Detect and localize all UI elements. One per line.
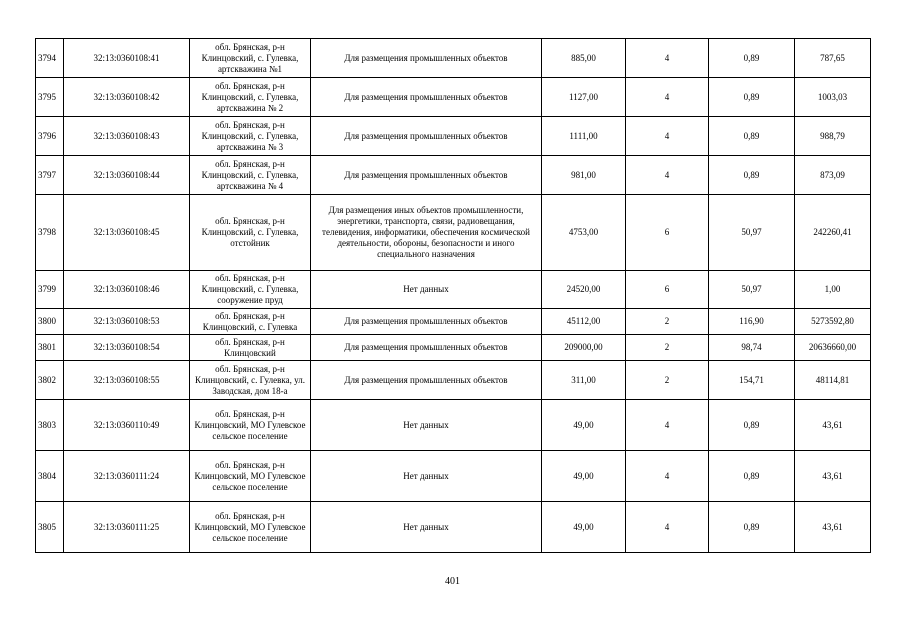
row-number-cell: 3800 bbox=[36, 309, 64, 335]
table-row bbox=[36, 117, 871, 156]
row-number-cell: 3805 bbox=[36, 502, 64, 553]
cadastral-number-cell: 32:13:0360111:24 bbox=[64, 451, 190, 502]
table-row bbox=[36, 309, 871, 335]
area-cell: 24520,00 bbox=[542, 271, 626, 309]
group-cell: 4 bbox=[626, 117, 709, 156]
specific-value-cell: 0,89 bbox=[709, 502, 795, 553]
address-cell: обл. Брянская, р-н Клинцовский, с. Гулевка, артскважина № 3 bbox=[190, 117, 311, 156]
group-cell: 2 bbox=[626, 309, 709, 335]
specific-value-cell: 0,89 bbox=[709, 78, 795, 117]
specific-value-cell: 0,89 bbox=[709, 39, 795, 78]
specific-value-cell: 0,89 bbox=[709, 400, 795, 451]
cadastral-value-cell: 43,61 bbox=[795, 502, 871, 553]
table-row bbox=[36, 271, 871, 309]
area-cell: 49,00 bbox=[542, 451, 626, 502]
specific-value-cell: 0,89 bbox=[709, 451, 795, 502]
cadastral-value-cell: 43,61 bbox=[795, 451, 871, 502]
table-row bbox=[36, 78, 871, 117]
group-cell: 4 bbox=[626, 400, 709, 451]
group-cell: 2 bbox=[626, 361, 709, 400]
permitted-use-cell: Для размещения промышленных объектов bbox=[311, 39, 542, 78]
permitted-use-cell: Нет данных bbox=[311, 400, 542, 451]
table-row bbox=[36, 156, 871, 195]
row-number-cell: 3796 bbox=[36, 117, 64, 156]
area-cell: 885,00 bbox=[542, 39, 626, 78]
address-cell: обл. Брянская, р-н Клинцовский, с. Гулевка, артскважина № 2 bbox=[190, 78, 311, 117]
area-cell: 209000,00 bbox=[542, 335, 626, 361]
cadastral-number-cell: 32:13:0360108:53 bbox=[64, 309, 190, 335]
cadastral-value-cell: 787,65 bbox=[795, 39, 871, 78]
group-cell: 4 bbox=[626, 78, 709, 117]
row-number-cell: 3804 bbox=[36, 451, 64, 502]
permitted-use-cell: Нет данных bbox=[311, 451, 542, 502]
permitted-use-cell: Для размещения промышленных объектов bbox=[311, 361, 542, 400]
specific-value-cell: 50,97 bbox=[709, 271, 795, 309]
permitted-use-cell: Нет данных bbox=[311, 502, 542, 553]
area-cell: 45112,00 bbox=[542, 309, 626, 335]
area-cell: 49,00 bbox=[542, 502, 626, 553]
cadastral-number-cell: 32:13:0360108:42 bbox=[64, 78, 190, 117]
group-cell: 4 bbox=[626, 451, 709, 502]
cadastral-number-cell: 32:13:0360108:54 bbox=[64, 335, 190, 361]
row-number-cell: 3797 bbox=[36, 156, 64, 195]
cadastral-value-cell: 20636660,00 bbox=[795, 335, 871, 361]
row-number-cell: 3802 bbox=[36, 361, 64, 400]
address-cell: обл. Брянская, р-н Клинцовский, с. Гулевка bbox=[190, 309, 311, 335]
permitted-use-cell: Нет данных bbox=[311, 271, 542, 309]
cadastral-value-cell: 242260,41 bbox=[795, 195, 871, 271]
permitted-use-cell: Для размещения промышленных объектов bbox=[311, 309, 542, 335]
cadastral-number-cell: 32:13:0360111:25 bbox=[64, 502, 190, 553]
table-row bbox=[36, 195, 871, 271]
cadastral-number-cell: 32:13:0360108:46 bbox=[64, 271, 190, 309]
cadastral-value-cell: 43,61 bbox=[795, 400, 871, 451]
cadastral-value-table bbox=[35, 38, 871, 553]
permitted-use-cell: Для размещения промышленных объектов bbox=[311, 156, 542, 195]
table-row bbox=[36, 335, 871, 361]
cadastral-number-cell: 32:13:0360108:45 bbox=[64, 195, 190, 271]
cadastral-value-cell: 1003,03 bbox=[795, 78, 871, 117]
area-cell: 49,00 bbox=[542, 400, 626, 451]
address-cell: обл. Брянская, р-н Клинцовский, с. Гулевка, ул. Заводская, дом 18-а bbox=[190, 361, 311, 400]
area-cell: 311,00 bbox=[542, 361, 626, 400]
cadastral-value-cell: 873,09 bbox=[795, 156, 871, 195]
group-cell: 4 bbox=[626, 156, 709, 195]
permitted-use-cell: Для размещения промышленных объектов bbox=[311, 78, 542, 117]
cadastral-number-cell: 32:13:0360108:55 bbox=[64, 361, 190, 400]
table-row bbox=[36, 39, 871, 78]
area-cell: 1127,00 bbox=[542, 78, 626, 117]
specific-value-cell: 50,97 bbox=[709, 195, 795, 271]
specific-value-cell: 0,89 bbox=[709, 117, 795, 156]
address-cell: обл. Брянская, р-н Клинцовский, МО Гулевское сельское поселение bbox=[190, 502, 311, 553]
cadastral-value-cell: 5273592,80 bbox=[795, 309, 871, 335]
row-number-cell: 3795 bbox=[36, 78, 64, 117]
page-number: 401 bbox=[445, 576, 460, 587]
permitted-use-cell: Для размещения промышленных объектов bbox=[311, 117, 542, 156]
table-row bbox=[36, 400, 871, 451]
group-cell: 6 bbox=[626, 271, 709, 309]
address-cell: обл. Брянская, р-н Клинцовский, с. Гулевка, отстойник bbox=[190, 195, 311, 271]
row-number-cell: 3801 bbox=[36, 335, 64, 361]
address-cell: обл. Брянская, р-н Клинцовский, с. Гулевка, артскважина № 4 bbox=[190, 156, 311, 195]
row-number-cell: 3803 bbox=[36, 400, 64, 451]
cadastral-number-cell: 32:13:0360108:43 bbox=[64, 117, 190, 156]
cadastral-number-cell: 32:13:0360108:41 bbox=[64, 39, 190, 78]
permitted-use-cell: Для размещения промышленных объектов bbox=[311, 335, 542, 361]
row-number-cell: 3794 bbox=[36, 39, 64, 78]
cadastral-value-cell: 988,79 bbox=[795, 117, 871, 156]
specific-value-cell: 0,89 bbox=[709, 156, 795, 195]
cadastral-number-cell: 32:13:0360110:49 bbox=[64, 400, 190, 451]
address-cell: обл. Брянская, р-н Клинцовский, МО Гулевское сельское поселение bbox=[190, 451, 311, 502]
group-cell: 6 bbox=[626, 195, 709, 271]
group-cell: 2 bbox=[626, 335, 709, 361]
specific-value-cell: 116,90 bbox=[709, 309, 795, 335]
cadastral-value-cell: 1,00 bbox=[795, 271, 871, 309]
group-cell: 4 bbox=[626, 39, 709, 78]
area-cell: 1111,00 bbox=[542, 117, 626, 156]
table-row bbox=[36, 502, 871, 553]
row-number-cell: 3798 bbox=[36, 195, 64, 271]
specific-value-cell: 154,71 bbox=[709, 361, 795, 400]
area-cell: 4753,00 bbox=[542, 195, 626, 271]
group-cell: 4 bbox=[626, 502, 709, 553]
specific-value-cell: 98,74 bbox=[709, 335, 795, 361]
cadastral-value-cell: 48114,81 bbox=[795, 361, 871, 400]
address-cell: обл. Брянская, р-н Клинцовский, с. Гулевка, артскважина №1 bbox=[190, 39, 311, 78]
address-cell: обл. Брянская, р-н Клинцовский, с. Гулевка, сооружение пруд bbox=[190, 271, 311, 309]
permitted-use-cell: Для размещения иных объектов промышленности, энергетики, транспорта, связи, радиовещания, телевидения, информатики, обеспечения космической деятельности, обороны, безопасности и иного специального назначения bbox=[311, 195, 542, 271]
row-number-cell: 3799 bbox=[36, 271, 64, 309]
address-cell: обл. Брянская, р-н Клинцовский bbox=[190, 335, 311, 361]
table-row bbox=[36, 451, 871, 502]
area-cell: 981,00 bbox=[542, 156, 626, 195]
cadastral-number-cell: 32:13:0360108:44 bbox=[64, 156, 190, 195]
address-cell: обл. Брянская, р-н Клинцовский, МО Гулевское сельское поселение bbox=[190, 400, 311, 451]
table-row bbox=[36, 361, 871, 400]
